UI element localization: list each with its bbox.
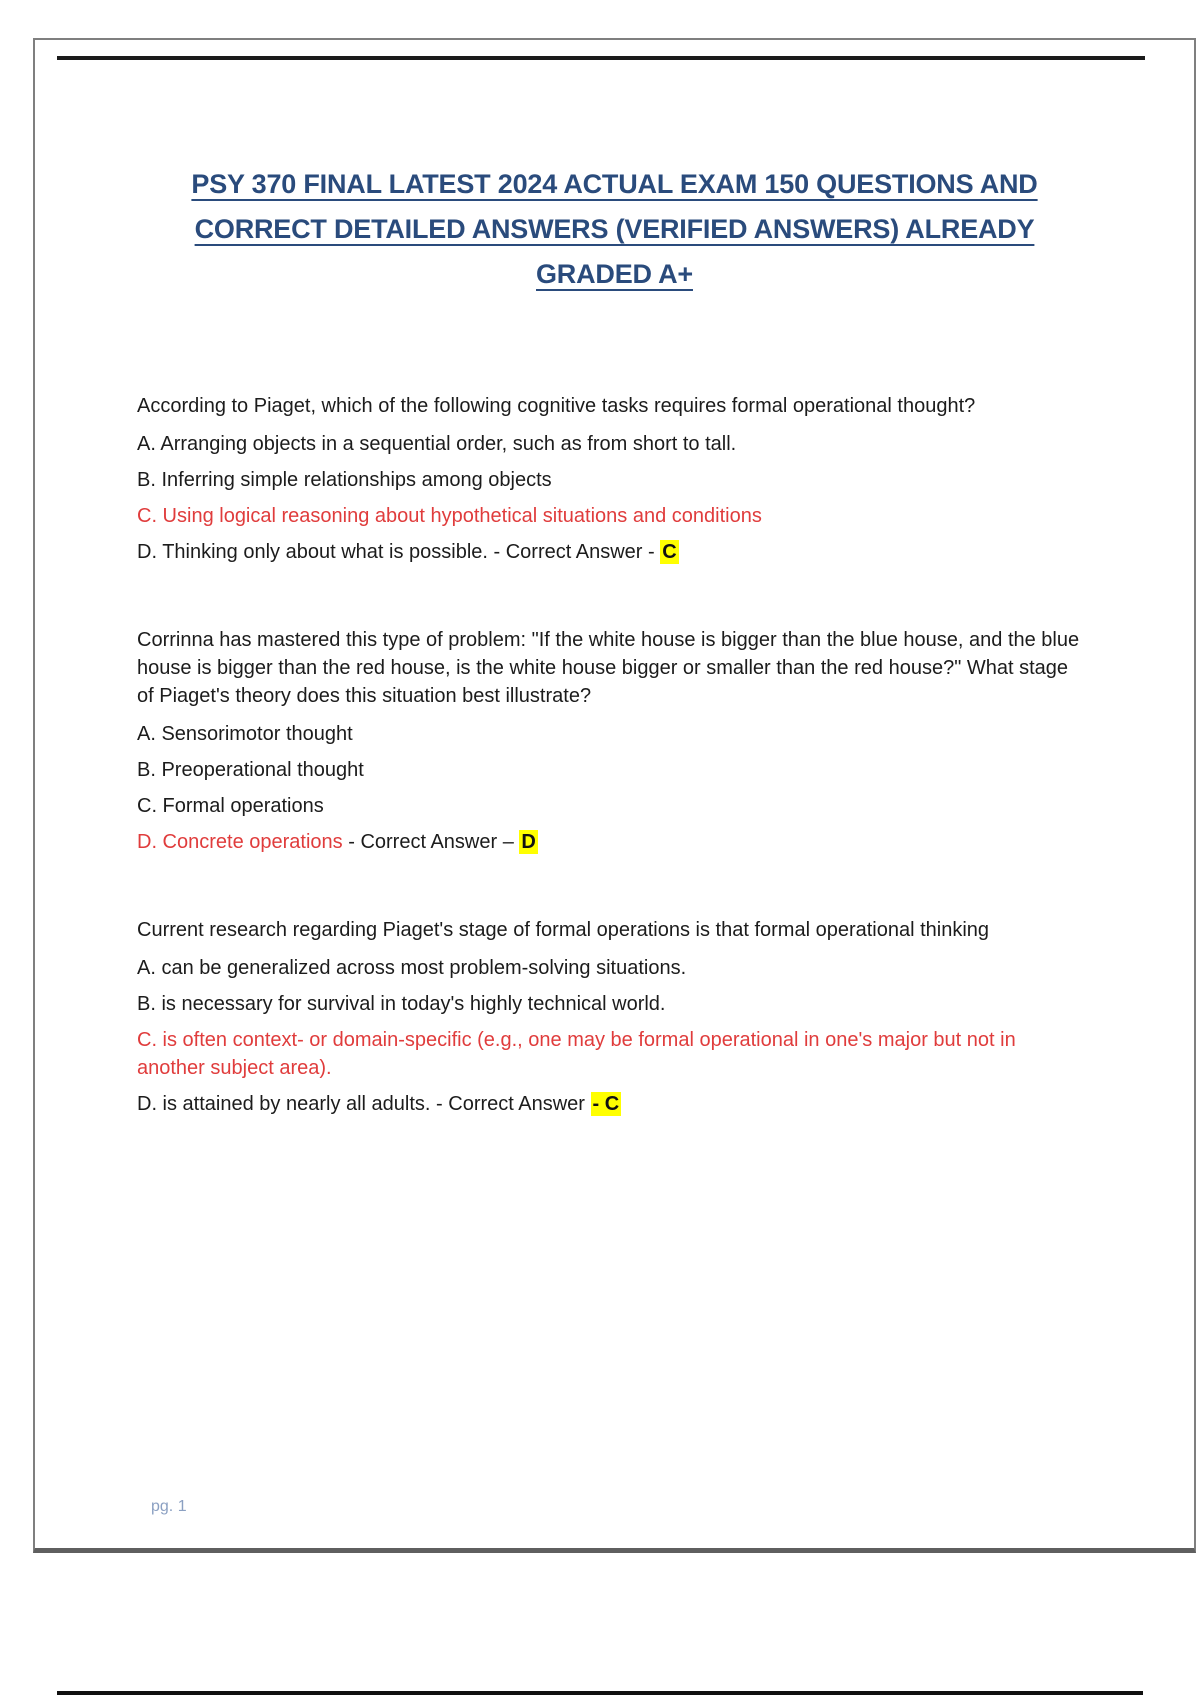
question-text: According to Piaget, which of the following cognitive tasks requires formal operational thought? bbox=[137, 395, 976, 417]
option-text: - Correct Answer – bbox=[342, 831, 520, 853]
title-line-2: CORRECT DETAILED ANSWERS (VERIFIED ANSWERS) ALREADY bbox=[194, 214, 1035, 244]
title-line-1: PSY 370 FINAL LATEST 2024 ACTUAL EXAM 150 QUESTIONS AND bbox=[191, 169, 1038, 199]
option-line bbox=[137, 430, 1082, 458]
option-text: D. Thinking only about what is possible. - Correct Answer - bbox=[137, 541, 661, 563]
option-text: D. is attained by nearly all adults. - Correct Answer bbox=[137, 1093, 591, 1115]
option-text: B. is necessary for survival in today's highly technical world. bbox=[137, 993, 666, 1015]
option-line bbox=[137, 990, 1082, 1018]
question-text: Current research regarding Piaget's stage of formal operations is that formal operational thinking bbox=[137, 919, 990, 941]
question-block bbox=[137, 626, 1082, 856]
top-horizontal-rule bbox=[57, 56, 1145, 60]
option-text: C. Formal operations bbox=[137, 795, 324, 817]
option-line bbox=[137, 466, 1082, 494]
option-line bbox=[137, 792, 1082, 820]
question-text: Corrinna has mastered this type of problem: "If the white house is bigger than the blue house, and the blue house is bigger than the red house, is the white house bigger or smaller than the red house?" What stage of Piaget's theory does this situation best illustrate? bbox=[137, 629, 1080, 707]
option-line bbox=[137, 1090, 1082, 1118]
title-line-3: GRADED A+ bbox=[536, 259, 693, 289]
question-block bbox=[137, 916, 1082, 1118]
highlighted-answer: - C bbox=[592, 1093, 620, 1115]
options-list bbox=[137, 720, 1082, 856]
next-page-top-rule bbox=[57, 1691, 1143, 1695]
option-line bbox=[137, 1026, 1082, 1082]
options-list bbox=[137, 954, 1082, 1118]
question-block bbox=[137, 392, 1082, 566]
option-line bbox=[137, 756, 1082, 784]
highlighted-answer: D bbox=[521, 831, 536, 853]
document-title bbox=[150, 162, 1080, 297]
options-list bbox=[137, 430, 1082, 566]
option-text: B. Preoperational thought bbox=[137, 759, 364, 781]
document-page bbox=[33, 38, 1196, 1553]
option-line bbox=[137, 720, 1082, 748]
option-text: A. can be generalized across most problem-solving situations. bbox=[137, 957, 687, 979]
questions-container bbox=[137, 392, 1082, 1118]
option-text: A. Arranging objects in a sequential order, such as from short to tall. bbox=[137, 433, 737, 455]
option-line bbox=[137, 954, 1082, 982]
option-text: D. Concrete operations bbox=[137, 831, 343, 853]
highlighted-answer: C bbox=[662, 541, 677, 563]
page-number-label: pg. 1 bbox=[151, 1498, 187, 1515]
option-text: C. Using logical reasoning about hypothetical situations and conditions bbox=[137, 505, 762, 527]
option-text: A. Sensorimotor thought bbox=[137, 723, 353, 745]
option-line bbox=[137, 538, 1082, 566]
option-line bbox=[137, 828, 1082, 856]
option-text: B. Inferring simple relationships among objects bbox=[137, 469, 552, 491]
option-line bbox=[137, 502, 1082, 530]
option-text: C. is often context- or domain-specific (e.g., one may be formal operational in one's major but not in another subject area). bbox=[137, 1029, 1016, 1079]
